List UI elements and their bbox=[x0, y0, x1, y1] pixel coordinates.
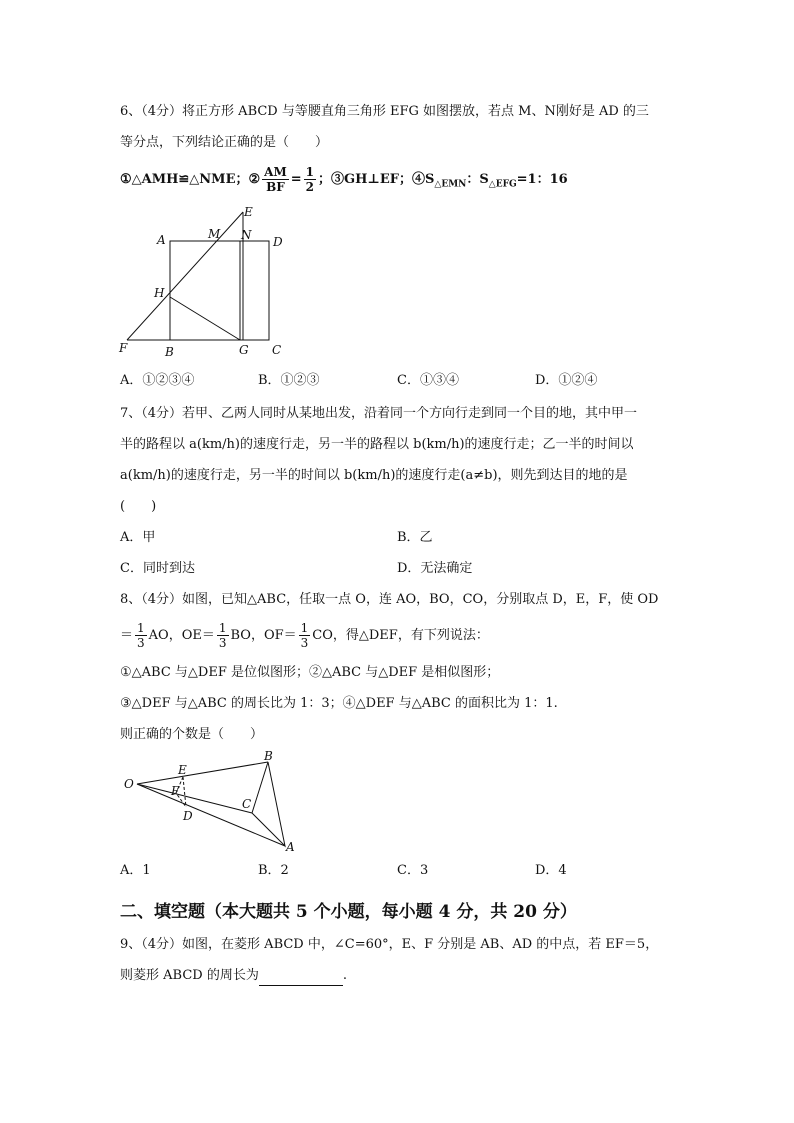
q6-figure bbox=[115, 200, 295, 360]
q8-option-d[interactable]: D．4 bbox=[535, 863, 567, 878]
q8-text-line1: 8、（4分）如图，已知△ABC，任取一点 O，连 AO，BO，CO，分别取点 D，E，F，使 OD bbox=[120, 592, 659, 607]
label-f: F bbox=[171, 784, 180, 798]
q7-option-d[interactable]: D．无法确定 bbox=[397, 561, 473, 576]
label-e: E bbox=[178, 763, 187, 777]
q8-option-b[interactable]: B．2 bbox=[258, 863, 289, 878]
label-c: C bbox=[242, 797, 252, 811]
q8-fraction-1: $\frac{1}{3}$ bbox=[137, 621, 145, 650]
q8-fraction-2: $\frac{1}{3}$ bbox=[218, 621, 227, 650]
q8-text-line2: ＝ $\frac{1}{3}$ AO，OE＝ $\frac{1}{3}$ BO，OF＝ $\frac{1}{3}$ CO，得△DEF，有下列说法： bbox=[120, 621, 489, 650]
q9-text-line1: 9、（4分）如图，在菱形 ABCD 中，∠C=60°，E、F 分别是 AB、AD 的中点，若 EF＝5， bbox=[120, 937, 659, 952]
line-fe bbox=[127, 212, 243, 340]
q9-answer-blank[interactable] bbox=[259, 971, 343, 986]
label-b: B bbox=[264, 750, 273, 763]
q8-text-line4: ③△DEF 与△ABC 的周长比为 1：3；④△DEF 与△ABC 的面积比为 1：1. bbox=[120, 696, 558, 711]
q6-statement-1: ①△AMH≌△NME；② bbox=[120, 172, 261, 187]
label-a: A bbox=[286, 840, 295, 854]
line-hg bbox=[170, 297, 240, 340]
line-oa bbox=[137, 784, 285, 846]
label-d: D bbox=[183, 809, 193, 823]
line-oc bbox=[137, 784, 252, 813]
q6-text-line1: 6、（4分）将正方形 ABCD 与等腰直角三角形 EFG 如图摆放，若点 M、N刚好是 AD 的三 bbox=[120, 104, 649, 119]
q8-text-line3: ①△ABC 与△DEF 是位似图形；②△ABC 与△DEF 是相似图形； bbox=[120, 665, 500, 680]
q8-text-line5: 则正确的个数是（ ） bbox=[120, 727, 264, 742]
q7-text-line3: a(km/h)的速度行走，另一半的时间以 b(km/h)的速度行走(a≠b)，则先到达目的地的是 bbox=[120, 468, 628, 483]
label-f: F bbox=[119, 341, 128, 355]
q6-text-line2: 等分点，下列结论正确的是（ ） bbox=[120, 135, 329, 150]
triangle-abc bbox=[252, 762, 285, 846]
q8-option-a[interactable]: A．1 bbox=[120, 863, 151, 878]
q6-option-c[interactable]: C．①③④ bbox=[397, 373, 459, 388]
label-g: G bbox=[239, 343, 249, 357]
label-b: B bbox=[165, 345, 174, 359]
q7-option-c[interactable]: C．同时到达 bbox=[120, 561, 195, 576]
label-o: O bbox=[124, 777, 134, 791]
q8-fraction-3: $\frac{1}{3}$ bbox=[300, 621, 309, 650]
label-h: H bbox=[154, 286, 165, 300]
label-d: D bbox=[273, 235, 283, 249]
q6-option-b[interactable]: B．①②③ bbox=[258, 373, 320, 388]
q8-figure bbox=[115, 750, 315, 860]
label-c: C bbox=[272, 343, 282, 357]
q7-option-b[interactable]: B．乙 bbox=[397, 530, 433, 545]
label-e: E bbox=[244, 205, 253, 219]
line-ob bbox=[137, 762, 268, 784]
square-abcd bbox=[170, 241, 269, 340]
q6-fraction-am-bf: $\frac{AM}{BF}$ bbox=[264, 165, 287, 194]
section-2-title: 二、填空题（本大题共 5 个小题，每小题 4 分，共 20 分） bbox=[120, 902, 577, 922]
q6-option-d[interactable]: D．①②④ bbox=[535, 373, 598, 388]
q6-statements: ①△AMH≌△NME；② $\frac{AM}{BF}$ = $\frac{1}{2}$ ；③GH⊥EF；$④S_{\triangle EMN}$：$S_{\triangle EFG}=1$：16 bbox=[120, 165, 568, 194]
q7-option-a[interactable]: A．甲 bbox=[120, 530, 156, 545]
label-a: A bbox=[157, 233, 166, 247]
label-n: N bbox=[241, 228, 252, 242]
label-m: M bbox=[208, 227, 221, 241]
q7-text-line2: 半的路程以 a(km/h)的速度行走，另一半的路程以 b(km/h)的速度行走；乙一半的时间以 bbox=[120, 437, 634, 452]
q7-text-line4: ( ) bbox=[120, 499, 157, 514]
q6-fraction-half: $\frac{1}{2}$ bbox=[305, 165, 314, 194]
q6-option-a[interactable]: A．①②③④ bbox=[120, 373, 195, 388]
q7-text-line1: 7、（4分）若甲、乙两人同时从某地出发，沿着同一个方向行走到同一个目的地，其中甲一 bbox=[120, 406, 638, 421]
q9-text-line2: 则菱形 ABCD 的周长为 . bbox=[120, 966, 347, 986]
q8-option-c[interactable]: C．3 bbox=[397, 863, 429, 878]
